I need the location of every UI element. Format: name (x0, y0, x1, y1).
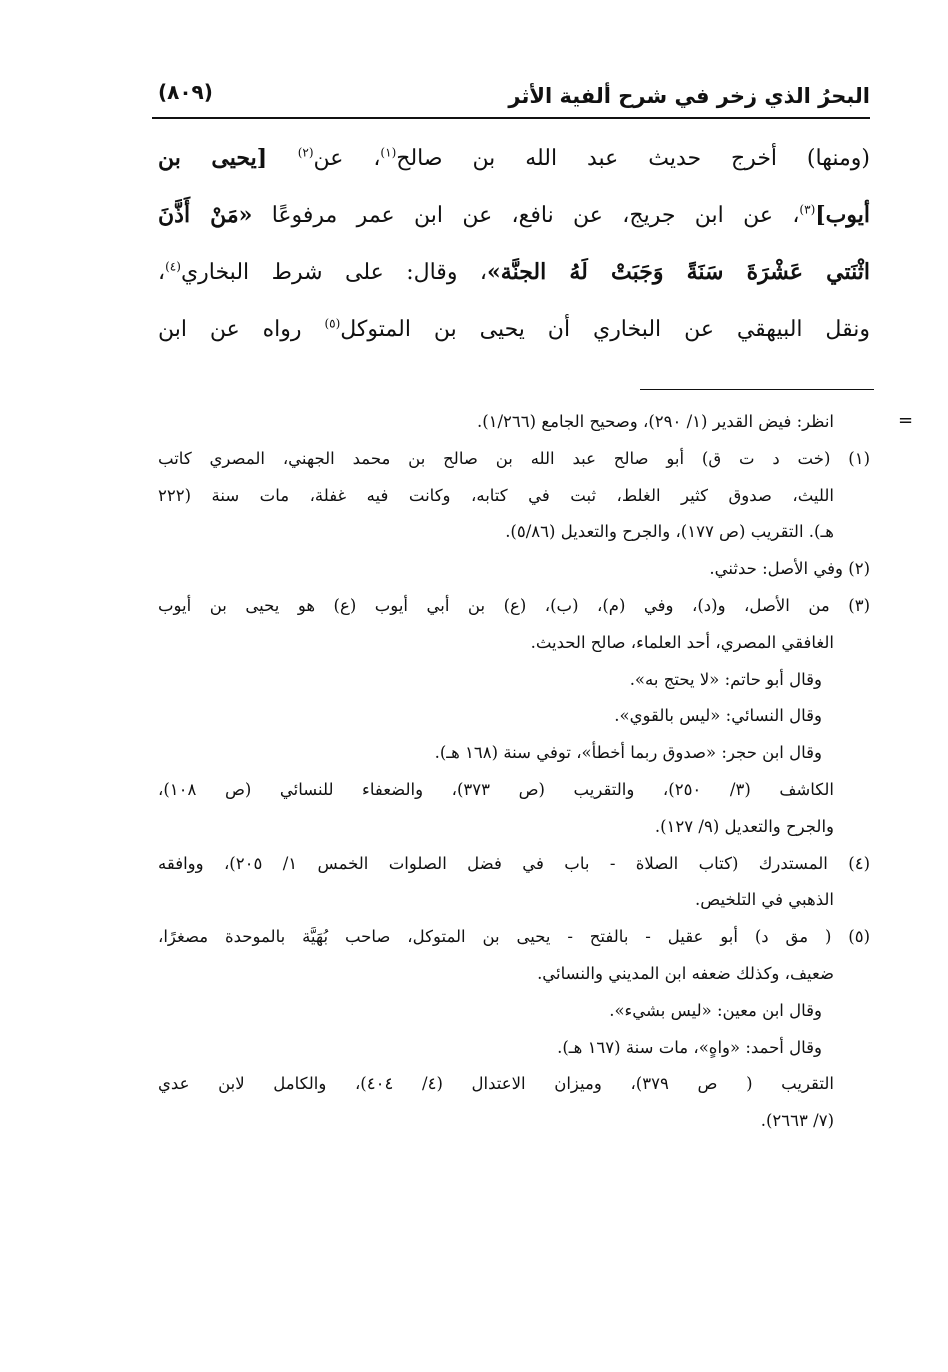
main-text (158, 130, 870, 358)
footnote-1-line: هـ). التقريب (ص ١٧٧)، والجرح والتعديل (٥/٨٦). (505, 522, 834, 542)
hadith-quote-end: اثْنَتي عَشْرَةَ سَنَةً وَجَبَتْ لَهُ الجنَّة» (487, 259, 870, 285)
footnote-5-line: وقال أحمد: «واهٍ»، مات سنة (١٦٧ هـ). (557, 1037, 822, 1057)
footnote-ref-2: (٢) (297, 145, 314, 160)
footnote-continuation: انظر: فيض القدير (١/ ٢٩٠)، وصحيح الجامع (١/٢٦٦). (476, 412, 834, 431)
footnote-5-line: (٧/ ٢٦٦٣). (760, 1111, 834, 1131)
footnotes (158, 404, 870, 1140)
main-line-4: ونقل البيهقي عن البخاري أن يحيى بن المتوكل$^{(٥)}$ رواه عن ابن (158, 316, 870, 342)
main-line-2: أيوب]$^{(٣)}$، عن ابن جريج، عن نافع، عن ابن عمر مرفوعًا «مَنْ أَذَّنَ (158, 202, 870, 228)
page-number: (٨٠٩) (158, 80, 213, 104)
footnote-3-line: وقال النسائي: «ليس بالقوي». (614, 706, 822, 726)
footnote-3-line: الكاشف (٣/ ٢٥٠)، والتقريب (ص ٣٧٣)، والضعفاء للنسائي (ص ١٠٨)، (158, 779, 835, 799)
footnote-3-line: وقال أبو حاتم: «لا يحتج به». (629, 669, 822, 689)
footnote-3-line: وقال ابن حجر: «صدوق ربما أخطأ»، توفي سنة (١٦٨ هـ). (434, 743, 822, 763)
footnote-ref-5: (٥) (324, 316, 341, 331)
footnote-5-line: ضعيف، وكذلك ضعفه ابن المديني والنسائي. (537, 963, 834, 983)
running-header (150, 74, 870, 114)
footnote-ref-1: (١) (380, 145, 397, 160)
header-divider (152, 117, 870, 119)
footnote-2-line: (٢) وفي الأصل: حدثني. (709, 559, 870, 579)
footnote-3-line: (٣) من الأصل، و(د)، وفي (م)، (ب)، (ع) بن أبي أيوب (ع) هو يحيى بن أيوب (158, 595, 870, 615)
main-line-3: اثْنَتي عَشْرَةَ سَنَةً وَجَبَتْ لَهُ الجنَّة»، وقال: على شرط البخاري$^{(٤)}$، (158, 259, 870, 285)
footnote-1-line: (١) (خت د ت ق) أبو صالح عبد الله بن صالح بن محمد الجهني، المصري كاتب (158, 448, 870, 468)
footnote-3-line: الغافقي المصري، أحد العلماء، صالح الحديث. (530, 632, 834, 652)
footnote-ref-3: (٣) (799, 202, 816, 217)
main-line-1: (ومنها) أخرج حديث عبد الله بن صالح$^{(١)}$، عن$^{(٢)}$ [يحيى بن (158, 145, 870, 171)
footnote-5-line: (٥) ( مق د) أبو عقيل - بالفتح - يحيى بن المتوكل، صاحب بُهَيَّة بالموحدة مصغرًا، (158, 927, 870, 947)
continuation-mark: = (898, 410, 914, 431)
footnote-1-line: الليث، صدوق كثير الغلط، ثبت في كتابه، وكانت فيه غفلة، مات سنة (٢٢٢ (158, 485, 834, 505)
footnote-3-line: والجرح والتعديل (٩/ ١٢٧). (654, 816, 834, 836)
book-title: البحرُ الذي زخر في شرح ألفية الأثر (508, 84, 870, 108)
footnote-divider (640, 389, 874, 390)
footnote-4-line: الذهبي في التلخيص. (695, 890, 834, 910)
footnote-ref-4: (٤) (165, 259, 181, 274)
footnote-5-line: وقال ابن معين: «ليس بشيء». (609, 1000, 822, 1020)
footnote-5-line: التقريب ( ص ٣٧٩)، وميزان الاعتدال (٤/ ٤٠٤)، والكامل لابن عدي (158, 1074, 834, 1094)
hadith-quote-start: «مَنْ أَذَّنَ (158, 202, 253, 228)
footnote-4-line: (٤) المستدرك (كتاب الصلاة - باب في فضل الصلوات الخمس ١/ ٢٠٥)، ووافقه (158, 853, 870, 873)
